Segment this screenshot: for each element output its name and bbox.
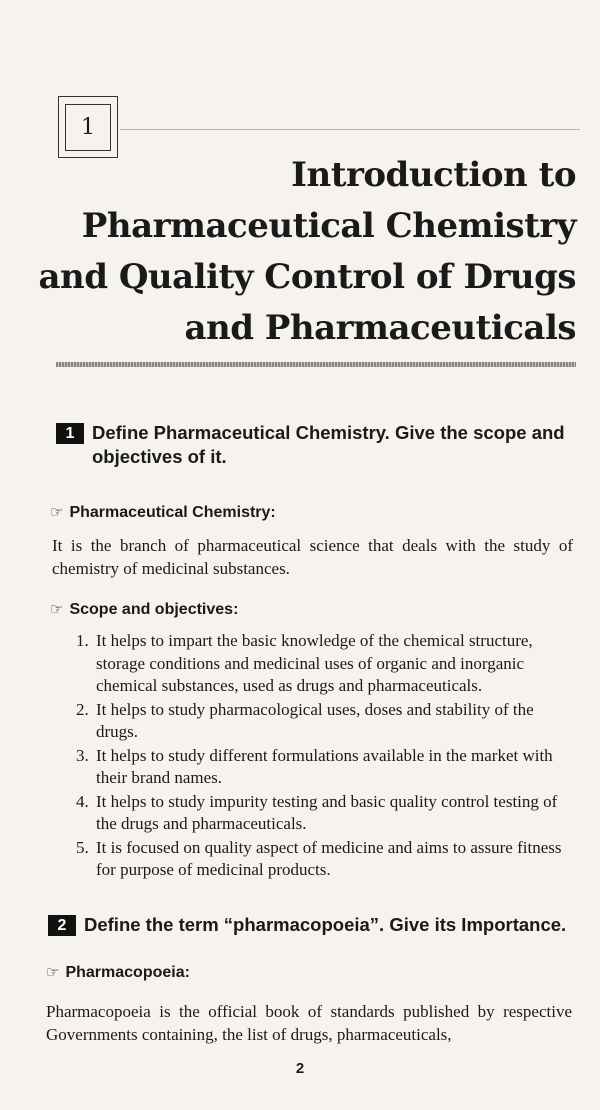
pharmaceutical-chemistry-definition: It is the branch of pharmaceutical science that deals with the study of chemistry of medicinal substances. [52, 536, 573, 578]
title-divider [56, 362, 576, 367]
scope-objectives-heading [50, 600, 238, 619]
list-item-text: It is focused on quality aspect of medicine and aims to assure fitness for purpose of medicinal products. [96, 837, 562, 879]
subheading-text: Pharmacopoeia: [65, 964, 190, 981]
list-item-number: 5. [76, 837, 89, 857]
question-text-line: Define the term “pharmacopoeia”. Give its Importance. [84, 914, 567, 935]
list-item-number: 2. [76, 699, 89, 719]
list-item [76, 837, 570, 882]
pharmaceutical-chemistry-heading [50, 503, 276, 522]
list-item-text: It helps to study impurity testing and basic quality control testing of the drugs and pharmaceuticals. [96, 791, 558, 833]
list-item-text: It helps to impart the basic knowledge of the chemical structure, storage conditions and medicinal uses of organic and inorganic chemical substances, used as drugs and pharmaceuticals. [96, 631, 533, 695]
pointing-hand-icon: ☞ [50, 504, 64, 521]
list-item [76, 791, 570, 836]
chapter-number: 1 [65, 104, 111, 151]
question-number-badge: 2 [48, 915, 76, 936]
pointing-hand-icon: ☞ [50, 601, 64, 618]
page-number: 2 [295, 1060, 305, 1077]
chapter-number-box [58, 96, 118, 158]
chapter-title-line: Introduction to [291, 155, 576, 195]
question-text [84, 913, 566, 937]
list-item-number: 4. [76, 791, 89, 811]
list-item-text: It helps to study different formulations available in the market with their brand names. [96, 745, 553, 787]
chapter-header-line [120, 129, 580, 130]
pointing-hand-icon: ☞ [46, 964, 60, 981]
question-1-heading [56, 421, 586, 471]
question-text [92, 421, 565, 469]
subheading-text: Scope and objectives: [69, 601, 239, 618]
chapter-title-line: Pharmaceutical Chemistry [81, 206, 576, 246]
pharmacopoeia-definition: Pharmacopoeia is the official book of standards published by respective Governments containing, the list of drugs, pharmaceuticals, [46, 1002, 572, 1044]
question-text-line: Define Pharmaceutical Chemistry. Give the scope and [92, 422, 565, 443]
list-item [76, 699, 570, 744]
list-item [76, 630, 570, 698]
chapter-title-line: and Quality Control of Drugs [38, 257, 576, 297]
list-item-text: It helps to study pharmacological uses, doses and stability of the drugs. [96, 699, 534, 741]
chapter-title [36, 150, 576, 354]
subheading-text: Pharmaceutical Chemistry: [69, 504, 276, 521]
list-item-number: 1. [76, 631, 89, 650]
question-2-heading [48, 913, 588, 939]
question-number-badge: 1 [56, 423, 84, 444]
list-item-number: 3. [76, 745, 89, 765]
list-item [76, 745, 570, 790]
scope-objectives-list [76, 630, 570, 883]
pharmacopoeia-heading [46, 963, 190, 982]
question-text-line: objectives of it. [92, 446, 227, 467]
chapter-title-line: and Pharmaceuticals [184, 308, 576, 348]
